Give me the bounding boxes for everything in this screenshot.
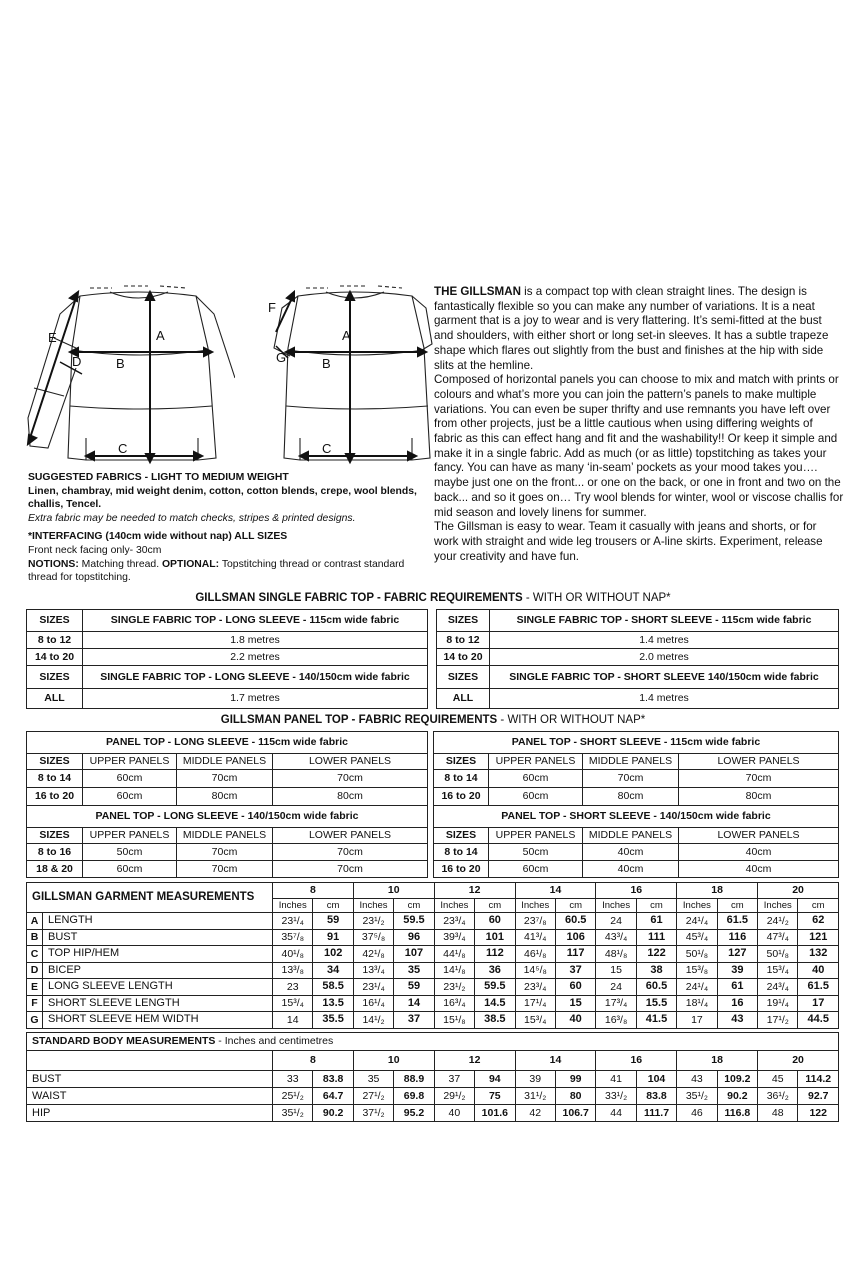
body-row-waist: WAIST 25¹/₂ 64.7 27¹/₂ 69.8 29¹/₂ 75 31¹/₂ 80 33¹/₂ 83.8 35¹/₂ 90.2 36¹/₂ 92.7 (27, 1088, 839, 1105)
brand-name: THE GILLSMAN (434, 285, 521, 298)
single-short-sleeve-table: SIZES SINGLE FABRIC TOP - SHORT SLEEVE - 115cm wide fabric 8 to 12 1.4 metres 14 to 20 2.0 metres SIZES SINGLE FABRIC TOP - SHORT SLEEVE 140/150cm wide fabric ALL 1.4 metres (436, 609, 839, 709)
single-long-sleeve-table: SIZES SINGLE FABRIC TOP - LONG SLEEVE - 115cm wide fabric 8 to 12 1.8 metres 14 to 20 2.2 metres SIZES SINGLE FABRIC TOP - LONG SLEEVE - 140/150cm wide fabric ALL 1.7 metres (26, 609, 428, 709)
body-row-bust: BUST 33 83.8 35 88.9 37 94 39 99 41 104 43 109.2 45 114.2 (27, 1071, 839, 1088)
suggested-fabrics (28, 471, 428, 585)
description-paragraph-3: The Gillsman is easy to wear. Team it casually with jeans and shorts, or for work with straight and wide leg trousers or A-line skirts. Experiment, release your creativity and have fun. (434, 520, 823, 563)
garment-row-f: F SHORT SLEEVE LENGTH 15³/₄ 13.5 16¹/₄ 14 16³/₄ 14.5 17¹/₄ 15 17³/₄ 15.5 18¹/₄ 16 19¹/₄ 17 (27, 995, 839, 1012)
neck-facing: Front neck facing only- 30cm (28, 544, 162, 556)
interfacing: *INTERFACING (140cm wide without nap) ALL SIZES (28, 531, 288, 543)
garment-row-d: D BICEP 13³/₈ 34 13³/₄ 35 14¹/₈ 36 14⁵/₈ 37 15 38 15³/₈ 39 15³/₄ 40 (27, 962, 839, 979)
label-f: F (268, 300, 276, 315)
panel-long-sleeve-table: PANEL TOP - LONG SLEEVE - 115cm wide fabric SIZES UPPER PANELS MIDDLE PANELS LOWER PANELS 8 to 14 60cm 70cm 70cm 16 to 20 60cm 80cm 80cm PANEL TOP - LONG SLEEVE - 140/150cm wide fabric SIZES UPPER PANELS MIDDLE PANELS LOWER PANELS 8 to 16 50cm 70cm 70cm 18 & 20 60cm 70cm 70cm (26, 731, 428, 878)
panel-short-sleeve-table: PANEL TOP - SHORT SLEEVE - 115cm wide fabric SIZES UPPER PANELS MIDDLE PANELS LOWER PANELS 8 to 14 60cm 70cm 70cm 16 to 20 60cm 80cm 80cm PANEL TOP - SHORT SLEEVE - 140/150cm wide fabric SIZES UPPER PANELS MIDDLE PANELS LOWER PANELS 8 to 14 50cm 40cm 40cm 16 to 20 60cm 40cm 40cm (433, 731, 839, 878)
single-fabric-title: GILLSMAN SINGLE FABRIC TOP - FABRIC REQUIREMENTS - WITH OR WITHOUT NAP* (195, 592, 671, 604)
label-a-short: A (342, 328, 351, 343)
garment-measurements-table: GILLSMAN GARMENT MEASUREMENTS 8 10 12 14 16 18 20 Inches cm Inches cm Inches cm Inches cm Inches cm Inches cm Inches cm A LENGTH 23¹/₄ 59 23¹/₂ 59.5 23³/₄ 60 23⁷/₈ 60.5 24 61 24¹/₄ 61.5 24¹/₂ 62 B BUST 35⁷/₈ 91 37⁵/₈ 96 39³/₄ 101 41³/₄ 106 43³/₄ 111 45³/₄ 116 47³/₄ 121 C TOP HIP/HEM 40¹/₈ 102 42¹/₈ 107 44¹/₈ 112 46¹/₈ 117 48¹/₈ 122 50¹/₈ 127 50¹/₈ 132 D BICEP 13³/₈ 34 13³/₄ 35 14¹/₈ 36 14⁵/₈ 37 15 38 15³/₈ 39 15³/₄ 40 E LONG SLEEVE LENGTH 23 58.5 23¹/₄ 59 23¹/₂ 59.5 23³/₄ 60 24 60.5 24¹/₄ 61 24³/₄ 61.5 F SHORT SLEEVE LENGTH 15³/₄ 13.5 16¹/₄ 14 16³/₄ 14.5 17¹/₄ 15 17³/₄ 15.5 18¹/₄ 16 19¹/₄ 17 G SHORT SLEEVE HEM WIDTH 14 35.5 14¹/₂ 37 15¹/₈ 38.5 15³/₄ 40 16³/₈ 41.5 17 43 17¹/₂ 44.5 (26, 882, 839, 1029)
garment-row-c: C TOP HIP/HEM 40¹/₈ 102 42¹/₈ 107 44¹/₈ 112 46¹/₈ 117 48¹/₈ 122 50¹/₈ 127 50¹/₈ 132 (27, 946, 839, 963)
label-c: C (118, 441, 128, 456)
short-sleeve-top-illustration (262, 278, 434, 470)
fabrics-list: Linen, chambray, mid weight denim, cotton, cotton blends, crepe, wool blends, challis, Tencel. (28, 485, 417, 511)
body-row-hip: HIP 35¹/₂ 90.2 37¹/₂ 95.2 40 101.6 42 106.7 44 111.7 46 116.8 48 122 (27, 1105, 839, 1122)
description-paragraph-2: Composed of horizontal panels you can choose to mix and match with prints or colours and what’s more you can join the pattern’s panels to make multiple variations. You can even be super thrifty and use remnants you have left over from other projects, just be a little cautious when using differing weights of fabric as this can effect hang and fit and the washability!! Or keep it simple and make it in a single fabric. Add as much (or as little) topstitching as takes your fancy. You can have as many ‘in-seam’ pockets as your mood takes you…. maybe just one on the front... or one on the back, or one in front and two on the back... and so it goes on… Try wool blends for winter, wool or viscose challis for mid season and lovely linens for summer. (434, 373, 844, 519)
label-c-short: C (322, 441, 332, 456)
garment-row-e: E LONG SLEEVE LENGTH 23 58.5 23¹/₄ 59 23¹/₂ 59.5 23³/₄ 60 24 60.5 24¹/₄ 61 24³/₄ 61.5 (27, 979, 839, 996)
label-a: A (156, 328, 165, 343)
label-b: B (116, 356, 125, 371)
label-e: E (48, 330, 57, 345)
description (434, 285, 844, 564)
garment-row-b: B BUST 35⁷/₈ 91 37⁵/₈ 96 39³/₄ 101 41³/₄ 106 43³/₄ 111 45³/₄ 116 47³/₄ 121 (27, 929, 839, 946)
fabrics-note: Extra fabric may be needed to match checks, stripes & printed designs. (28, 512, 356, 524)
garment-row-a: A LENGTH 23¹/₄ 59 23¹/₂ 59.5 23³/₄ 60 23⁷/₈ 60.5 24 61 24¹/₄ 61.5 24¹/₂ 62 (27, 913, 839, 930)
label-g: G (276, 350, 287, 365)
notions: NOTIONS: Matching thread. OPTIONAL: Topstitching thread or contrast standard thread for topstitching. (28, 558, 405, 584)
panel-top-title: GILLSMAN PANEL TOP - FABRIC REQUIREMENTS - WITH OR WITHOUT NAP* (220, 714, 646, 726)
label-b-short: B (322, 356, 331, 371)
description-intro: is a compact top with clean straight lines. The design is fantastically flexible so you can make any number of variations. It is a neat garment that is a joy to wear and is very flattering. It’s semi-fitted at the bust and shoulders, with either short or long set-in sleeves. It has a subtle trapeze shape which flares out slightly from the bust and finishes at the hip with side slits at the hemline. (434, 285, 829, 372)
garment-row-g: G SHORT SLEEVE HEM WIDTH 14 35.5 14¹/₂ 37 15¹/₈ 38.5 15³/₄ 40 16³/₈ 41.5 17 43 17¹/₂ 44.5 (27, 1012, 839, 1029)
fabrics-heading: SUGGESTED FABRICS - LIGHT TO MEDIUM WEIGHT (28, 472, 289, 483)
label-d: D (72, 354, 82, 369)
body-measurements-table: STANDARD BODY MEASUREMENTS - Inches and centimetres 8 10 12 14 16 18 20 BUST 33 83.8 35 88.9 37 94 39 99 41 104 43 109.2 45 114.2 WAIST 25¹/₂ 64.7 27¹/₂ 69.8 29¹/₂ 75 31¹/₂ 80 33¹/₂ 83.8 35¹/₂ 90.2 36¹/₂ 92.7 HIP 35¹/₂ 90.2 37¹/₂ 95.2 40 101.6 42 106.7 44 111.7 46 116.8 48 122 (26, 1032, 839, 1122)
long-sleeve-top-illustration (20, 278, 235, 470)
